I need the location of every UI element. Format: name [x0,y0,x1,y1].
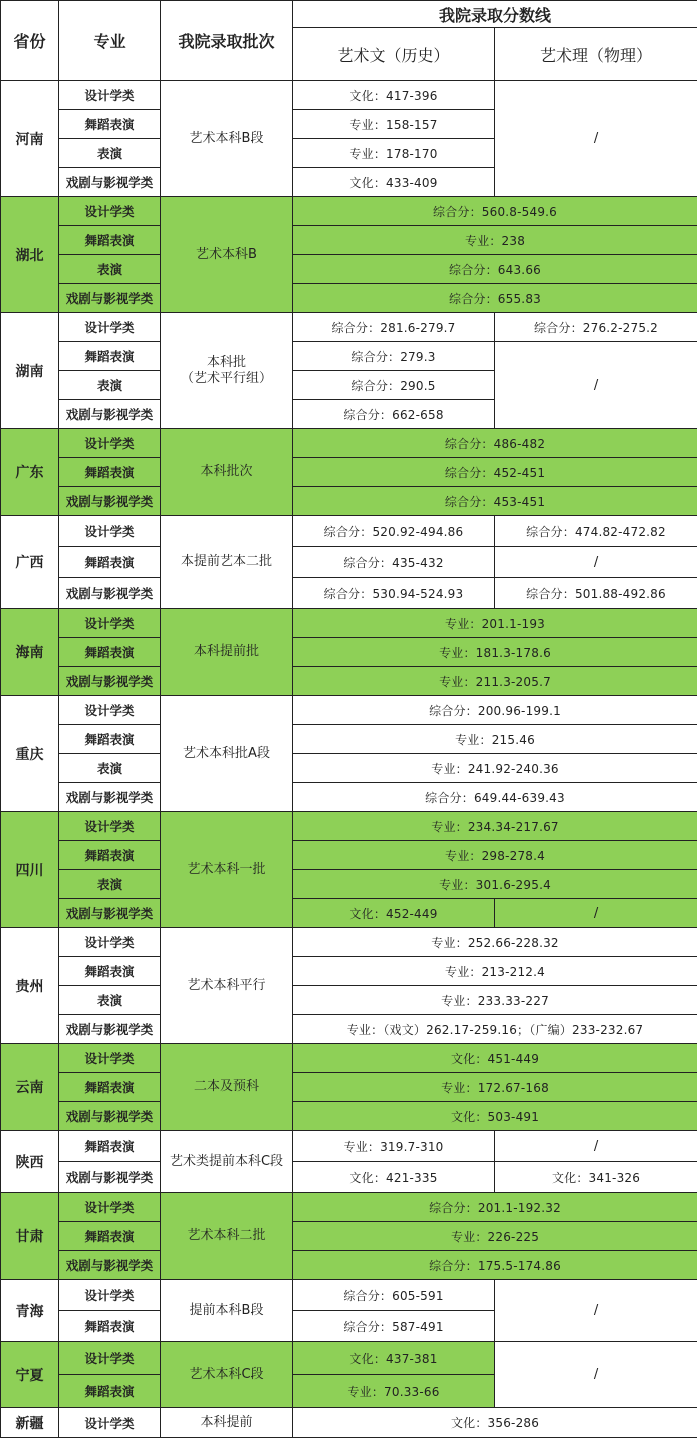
province-name: 陕西 [1,1131,59,1193]
table-row [1,1044,697,1073]
province-name: 海南 [1,609,59,696]
admission-batch: 艺术类提前本科C段 [161,1131,293,1193]
table-row [1,899,697,928]
table-row [1,667,697,696]
admission-batch: 艺术本科二批 [161,1193,293,1280]
province-name: 广西 [1,516,59,609]
table-row [1,284,697,313]
table-row [1,487,697,516]
admission-batch: 艺术本科批A段 [161,696,293,812]
table-row [1,754,697,783]
score-merged: 专业：（戏文）262.17-259.16；（广编）233-232.67 [293,1015,697,1044]
table-row [1,1073,697,1102]
table-row [1,928,697,957]
table-row [1,609,697,638]
province-name: 贵州 [1,928,59,1044]
score-merged: 专业：238 [293,226,697,255]
major-name: 设计学类 [59,1342,161,1375]
score-merged: 专业：226-225 [293,1222,697,1251]
major-name: 舞蹈表演 [59,110,161,139]
province-name: 重庆 [1,696,59,812]
table-row [1,226,697,255]
table-row [1,725,697,754]
table-row [1,458,697,487]
table-row [1,870,697,899]
header-major: 专业 [59,1,161,81]
score-hist: 专业：70.33-66 [293,1375,495,1408]
major-name: 表演 [59,255,161,284]
province-name: 河南 [1,81,59,197]
major-name: 表演 [59,371,161,400]
major-name: 戏剧与影视学类 [59,284,161,313]
table-row [1,429,697,458]
major-name: 戏剧与影视学类 [59,1015,161,1044]
table-row [1,1251,697,1280]
score-hist: 专业：319.7-310 [293,1131,495,1162]
major-name: 戏剧与影视学类 [59,899,161,928]
score-hist: 专业：158-157 [293,110,495,139]
major-name: 表演 [59,754,161,783]
score-hist: 综合分：662-658 [293,400,495,429]
score-hist: 综合分：605-591 [293,1280,495,1311]
score-merged: 专业：201.1-193 [293,609,697,638]
major-name: 设计学类 [59,1044,161,1073]
major-name: 舞蹈表演 [59,1131,161,1162]
table-row [1,1280,697,1311]
score-merged: 综合分：560.8-549.6 [293,197,697,226]
score-phys: / [495,81,697,197]
major-name: 设计学类 [59,928,161,957]
table-row [1,1162,697,1193]
major-name: 戏剧与影视学类 [59,578,161,609]
score-merged: 综合分：175.5-174.86 [293,1251,697,1280]
province-name: 云南 [1,1044,59,1131]
score-merged: 文化：503-491 [293,1102,697,1131]
major-name: 表演 [59,139,161,168]
score-merged: 专业：215.46 [293,725,697,754]
major-name: 舞蹈表演 [59,841,161,870]
major-name: 舞蹈表演 [59,957,161,986]
score-merged: 文化：356-286 [293,1408,697,1438]
major-name: 设计学类 [59,1280,161,1311]
table-row [1,516,697,547]
score-merged: 综合分：486-482 [293,429,697,458]
score-hist: 综合分：290.5 [293,371,495,400]
score-hist: 综合分：520.92-494.86 [293,516,495,547]
score-merged: 专业：252.66-228.32 [293,928,697,957]
table-row [1,1102,697,1131]
major-name: 表演 [59,870,161,899]
admission-batch: 艺术本科平行 [161,928,293,1044]
score-hist: 综合分：435-432 [293,547,495,578]
major-name: 舞蹈表演 [59,1311,161,1342]
admission-batch: 本科提前批 [161,609,293,696]
score-merged: 文化：451-449 [293,1044,697,1073]
score-merged: 综合分：201.1-192.32 [293,1193,697,1222]
major-name: 设计学类 [59,812,161,841]
table-row [1,638,697,667]
score-merged: 专业：233.33-227 [293,986,697,1015]
table-row [1,81,697,110]
table-row [1,342,697,371]
major-name: 舞蹈表演 [59,725,161,754]
table-row [1,547,697,578]
major-name: 设计学类 [59,609,161,638]
score-hist: 综合分：530.94-524.93 [293,578,495,609]
table-row [1,255,697,284]
table-row [1,1131,697,1162]
score-phys: / [495,342,697,429]
score-merged: 专业：211.3-205.7 [293,667,697,696]
table-row [1,1193,697,1222]
table-row [1,812,697,841]
score-merged: 专业：213-212.4 [293,957,697,986]
table-row [1,578,697,609]
score-merged: 专业：298-278.4 [293,841,697,870]
province-name: 新疆 [1,1408,59,1438]
major-name: 设计学类 [59,313,161,342]
major-name: 舞蹈表演 [59,342,161,371]
province-name: 湖北 [1,197,59,313]
score-merged: 综合分：649.44-639.43 [293,783,697,812]
major-name: 舞蹈表演 [59,1073,161,1102]
table-row [1,1222,697,1251]
major-name: 戏剧与影视学类 [59,1251,161,1280]
table-row [1,313,697,342]
admission-batch: 本科批次 [161,429,293,516]
major-name: 舞蹈表演 [59,638,161,667]
score-phys: 综合分：501.88-492.86 [495,578,697,609]
table-row [1,1342,697,1375]
province-name: 广东 [1,429,59,516]
admission-batch: 本科批 （艺术平行组） [161,313,293,429]
score-hist: 文化：452-449 [293,899,495,928]
score-phys: / [495,1131,697,1162]
table-row [1,1408,697,1438]
score-hist: 综合分：587-491 [293,1311,495,1342]
table-row [1,1015,697,1044]
score-merged: 专业：301.6-295.4 [293,870,697,899]
admission-batch: 艺术本科C段 [161,1342,293,1408]
score-hist: 文化：417-396 [293,81,495,110]
table-row [1,841,697,870]
major-name: 戏剧与影视学类 [59,667,161,696]
admission-batch: 本科提前 [161,1408,293,1438]
score-phys: / [495,899,697,928]
major-name: 表演 [59,986,161,1015]
admission-batch: 艺术本科B [161,197,293,313]
major-name: 设计学类 [59,516,161,547]
score-hist: 文化：437-381 [293,1342,495,1375]
header-col-hist: 艺术文（历史） [293,28,495,81]
score-hist: 综合分：279.3 [293,342,495,371]
score-hist: 综合分：281.6-279.7 [293,313,495,342]
province-name: 四川 [1,812,59,928]
score-phys: / [495,547,697,578]
major-name: 舞蹈表演 [59,1222,161,1251]
major-name: 戏剧与影视学类 [59,168,161,197]
major-name: 设计学类 [59,1408,161,1438]
score-merged: 综合分：453-451 [293,487,697,516]
score-hist: 专业：178-170 [293,139,495,168]
score-merged: 专业：241.92-240.36 [293,754,697,783]
score-hist: 文化：433-409 [293,168,495,197]
score-merged: 综合分：200.96-199.1 [293,696,697,725]
score-hist: 文化：421-335 [293,1162,495,1193]
major-name: 戏剧与影视学类 [59,400,161,429]
major-name: 舞蹈表演 [59,1375,161,1408]
score-merged: 综合分：655.83 [293,284,697,313]
header-province: 省份 [1,1,59,81]
admission-batch: 艺术本科B段 [161,81,293,197]
province-name: 宁夏 [1,1342,59,1408]
score-phys: 综合分：276.2-275.2 [495,313,697,342]
province-name: 青海 [1,1280,59,1342]
major-name: 舞蹈表演 [59,547,161,578]
major-name: 设计学类 [59,429,161,458]
province-name: 甘肃 [1,1193,59,1280]
score-phys: / [495,1342,697,1408]
admission-batch: 二本及预科 [161,1044,293,1131]
score-phys: 综合分：474.82-472.82 [495,516,697,547]
table-row [1,957,697,986]
score-phys: / [495,1280,697,1342]
score-merged: 综合分：643.66 [293,255,697,284]
major-name: 戏剧与影视学类 [59,783,161,812]
major-name: 戏剧与影视学类 [59,487,161,516]
table-row [1,696,697,725]
province-name: 湖南 [1,313,59,429]
major-name: 设计学类 [59,696,161,725]
table-row [1,783,697,812]
major-name: 设计学类 [59,81,161,110]
score-merged: 综合分：452-451 [293,458,697,487]
table-body [1,81,697,1438]
header-batch: 我院录取批次 [161,1,293,81]
header-score-line: 我院录取分数线 [293,1,697,28]
major-name: 戏剧与影视学类 [59,1102,161,1131]
major-name: 戏剧与影视学类 [59,1162,161,1193]
major-name: 设计学类 [59,1193,161,1222]
admission-batch: 本提前艺本二批 [161,516,293,609]
major-name: 舞蹈表演 [59,226,161,255]
score-phys: 文化：341-326 [495,1162,697,1193]
admission-batch: 艺术本科一批 [161,812,293,928]
score-merged: 专业：234.34-217.67 [293,812,697,841]
major-name: 舞蹈表演 [59,458,161,487]
table-row [1,197,697,226]
admission-batch: 提前本科B段 [161,1280,293,1342]
score-merged: 专业：172.67-168 [293,1073,697,1102]
table-row [1,986,697,1015]
major-name: 设计学类 [59,197,161,226]
header-col-phys: 艺术理（物理） [495,28,697,81]
score-merged: 专业：181.3-178.6 [293,638,697,667]
